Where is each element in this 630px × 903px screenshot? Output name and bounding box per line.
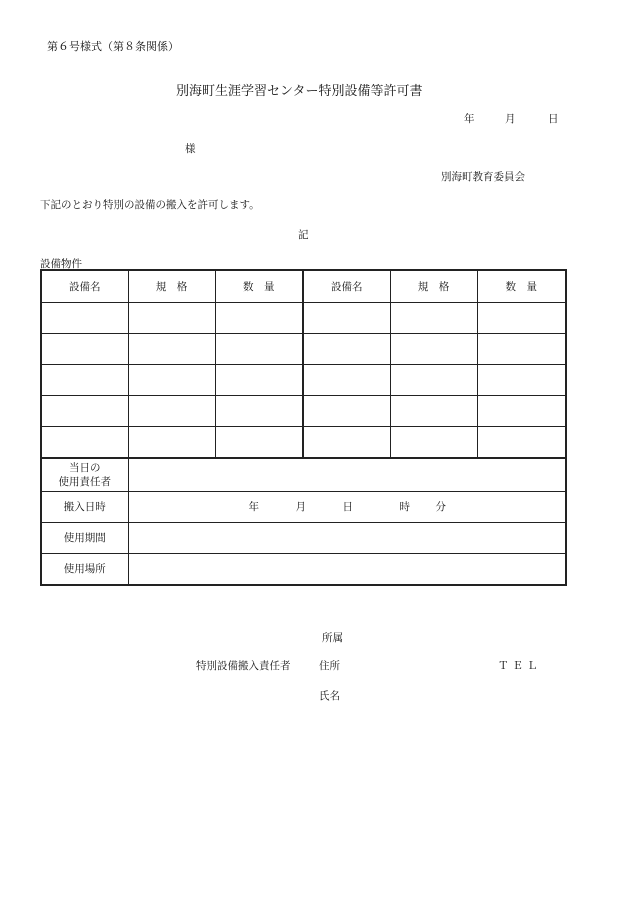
header-quantity-2: 数 量 bbox=[477, 270, 566, 303]
table-row bbox=[41, 303, 566, 334]
section-label: 設備物件 bbox=[40, 258, 82, 270]
tel-label: ＴＥＬ bbox=[498, 660, 542, 672]
quantity-cell-2[interactable] bbox=[477, 427, 566, 459]
delivery-datetime-field[interactable] bbox=[128, 492, 566, 523]
ki-label: 記 bbox=[298, 229, 309, 241]
responsible-row bbox=[41, 458, 566, 492]
delivery-day-label: 日 bbox=[342, 501, 353, 513]
address-label: 住所 bbox=[319, 660, 340, 672]
equipment-cell-2[interactable] bbox=[303, 303, 390, 334]
addressee-suffix: 様 bbox=[185, 143, 196, 155]
spec-cell[interactable] bbox=[128, 334, 215, 365]
quantity-cell-2[interactable] bbox=[477, 396, 566, 427]
equipment-cell-2[interactable] bbox=[303, 365, 390, 396]
period-row bbox=[41, 523, 566, 554]
responsible-label bbox=[41, 458, 128, 492]
place-value[interactable] bbox=[128, 554, 566, 586]
place-row bbox=[41, 554, 566, 586]
quantity-cell[interactable] bbox=[215, 334, 303, 365]
header-spec: 規 格 bbox=[128, 270, 215, 303]
period-value[interactable] bbox=[128, 523, 566, 554]
delivery-month-label: 月 bbox=[295, 501, 306, 513]
intro-text: 下記のとおり特別の設備の搬入を許可します。 bbox=[40, 199, 260, 211]
place-label: 使用場所 bbox=[41, 554, 128, 586]
quantity-cell[interactable] bbox=[215, 303, 303, 334]
spec-cell-2[interactable] bbox=[390, 303, 477, 334]
table-row bbox=[41, 427, 566, 459]
spec-cell[interactable] bbox=[128, 396, 215, 427]
quantity-cell[interactable] bbox=[215, 396, 303, 427]
equipment-cell-2[interactable] bbox=[303, 396, 390, 427]
issuer: 別海町教育委員会 bbox=[441, 171, 525, 183]
quantity-cell-2[interactable] bbox=[477, 334, 566, 365]
delivery-minute-label: 分 bbox=[435, 501, 446, 513]
spec-cell-2[interactable] bbox=[390, 365, 477, 396]
spec-cell[interactable] bbox=[128, 427, 215, 459]
header-spec-2: 規 格 bbox=[390, 270, 477, 303]
responsible-value[interactable] bbox=[128, 458, 566, 492]
delivery-year-label: 年 bbox=[248, 501, 259, 513]
spec-cell-2[interactable] bbox=[390, 334, 477, 365]
header-quantity: 数 量 bbox=[215, 270, 303, 303]
delivery-row bbox=[41, 492, 566, 523]
equipment-cell-2[interactable] bbox=[303, 427, 390, 459]
spec-cell-2[interactable] bbox=[390, 396, 477, 427]
spec-cell-2[interactable] bbox=[390, 427, 477, 459]
table-row bbox=[41, 334, 566, 365]
date-day-label: 日 bbox=[548, 113, 559, 125]
quantity-cell[interactable] bbox=[215, 365, 303, 396]
table-row bbox=[41, 396, 566, 427]
equipment-cell[interactable] bbox=[41, 427, 128, 459]
equipment-cell-2[interactable] bbox=[303, 334, 390, 365]
equipment-cell[interactable] bbox=[41, 334, 128, 365]
document-title: 別海町生涯学習センター特別設備等許可書 bbox=[176, 84, 423, 99]
equipment-cell[interactable] bbox=[41, 396, 128, 427]
equipment-cell[interactable] bbox=[41, 365, 128, 396]
header-equipment-name: 設備名 bbox=[41, 270, 128, 303]
spec-cell[interactable] bbox=[128, 303, 215, 334]
delivery-label: 搬入日時 bbox=[41, 492, 128, 523]
quantity-cell-2[interactable] bbox=[477, 303, 566, 334]
quantity-cell[interactable] bbox=[215, 427, 303, 459]
table-header-row bbox=[41, 270, 566, 303]
date-month-label: 月 bbox=[505, 113, 516, 125]
delivery-hour-label: 時 bbox=[399, 501, 410, 513]
period-label: 使用期間 bbox=[41, 523, 128, 554]
equipment-table bbox=[40, 269, 567, 586]
responsible-label-line1: 当日の bbox=[69, 462, 101, 474]
date-year-label: 年 bbox=[464, 113, 475, 125]
equipment-cell[interactable] bbox=[41, 303, 128, 334]
responsible-label-line2: 使用責任者 bbox=[58, 476, 111, 488]
affiliation-label: 所属 bbox=[322, 632, 343, 644]
form-number: 第６号様式（第８条関係） bbox=[47, 40, 179, 53]
header-equipment-name-2: 設備名 bbox=[303, 270, 390, 303]
responsible-person-role: 特別設備搬入責任者 bbox=[196, 660, 291, 672]
spec-cell[interactable] bbox=[128, 365, 215, 396]
table-row bbox=[41, 365, 566, 396]
name-label: 氏名 bbox=[319, 690, 340, 702]
quantity-cell-2[interactable] bbox=[477, 365, 566, 396]
